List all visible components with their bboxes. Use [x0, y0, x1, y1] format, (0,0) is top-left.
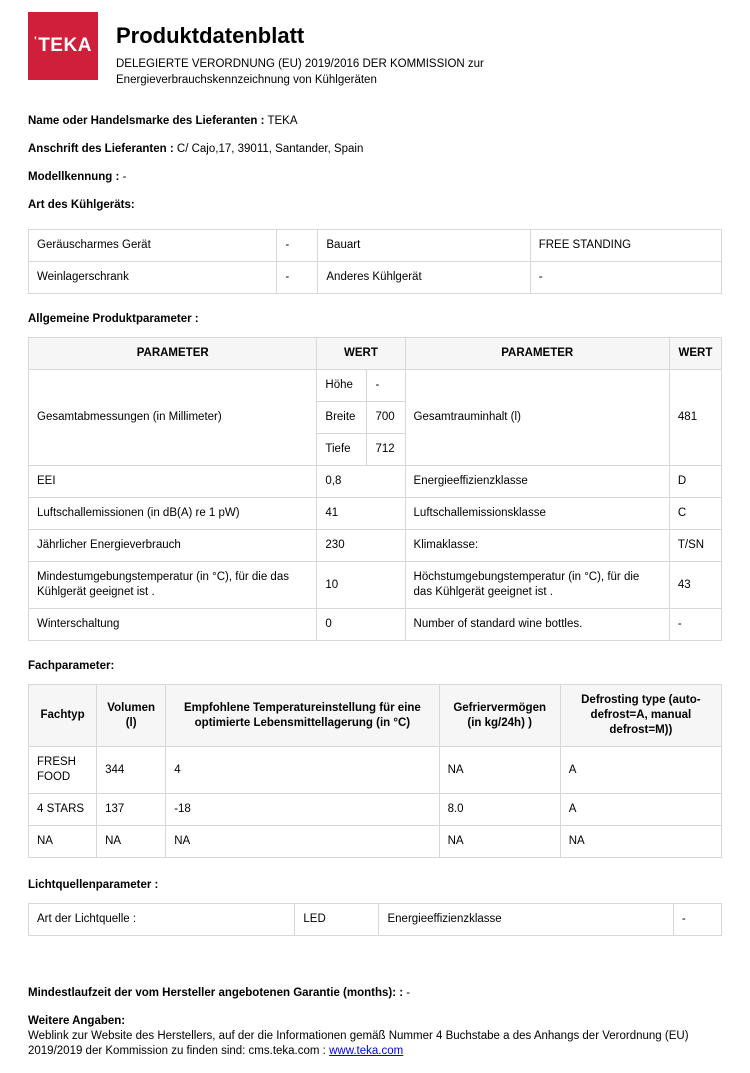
table-cell: 0 [317, 609, 405, 641]
table-cell: A [560, 747, 721, 794]
table-cell: EEI [29, 466, 317, 498]
table-cell: LED [295, 904, 379, 936]
table-cell: T/SN [669, 530, 721, 562]
light-params-table [28, 903, 722, 936]
table-cell: 481 [669, 370, 721, 466]
model-id-label: Modellkennung : [28, 171, 120, 184]
light-params-heading: Lichtquellenparameter : [28, 879, 159, 892]
table-cell: -18 [166, 794, 439, 826]
supplier-address-label: Anschrift des Lieferanten : [28, 143, 174, 156]
table-row [29, 262, 722, 294]
table-cell: FRESH FOOD [29, 747, 97, 794]
weblink-text: Weblink zur Website des Herstellers, auf der die Informationen gemäß Nummer 4 Buchstabe a des Anhangs der Verordnung (EU) 2019/2019 der Kommission zu finden sind: cms.teka.com : [28, 1030, 689, 1058]
table-cell: Art der Lichtquelle : [29, 904, 295, 936]
table-cell: Weinlagerschrank [29, 262, 277, 294]
page-subtitle: DELEGIERTE VERORDNUNG (EU) 2019/2016 DER KOMMISSION zur Energieverbrauchskennzeichnung von Kühlgeräten [116, 58, 484, 87]
table-cell: NA [439, 747, 560, 794]
column-header: PARAMETER [29, 338, 317, 370]
table-row [29, 904, 722, 936]
table-cell: Gesamtabmessungen (in Millimeter) [29, 370, 317, 466]
table-cell: - [277, 230, 318, 262]
column-header: PARAMETER [405, 338, 669, 370]
table-cell: 137 [97, 794, 166, 826]
supplier-name-value: TEKA [267, 115, 298, 128]
table-row [29, 370, 722, 402]
supplier-name-label: Name oder Handelsmarke des Lieferanten : [28, 115, 265, 128]
table-row [29, 466, 722, 498]
table-cell: D [669, 466, 721, 498]
column-header: Fachtyp [29, 685, 97, 747]
warranty-value: - [406, 987, 411, 1000]
table-row [29, 609, 722, 641]
table-cell: - [367, 370, 405, 402]
supplier-name-line [28, 114, 722, 129]
table-cell: Jährlicher Energieverbrauch [29, 530, 317, 562]
header [28, 12, 722, 88]
column-header: Defrosting type (auto-defrost=A, manual defrost=M)) [560, 685, 721, 747]
table-cell: Mindestumgebungstemperatur (in °C), für die das Kühlgerät geeignet ist . [29, 562, 317, 609]
table-cell: Bauart [318, 230, 530, 262]
logo-tick-mark: ' [34, 35, 38, 47]
table-row [29, 498, 722, 530]
table-cell: Anderes Kühlgerät [318, 262, 530, 294]
supplier-address-value: C/ Cajo,17, 39011, Santander, Spain [176, 143, 364, 156]
table-cell: FREE STANDING [530, 230, 721, 262]
supplier-info [28, 114, 722, 213]
table-cell: Luftschallemissionen (in dB(A) re 1 pW) [29, 498, 317, 530]
table-cell: 700 [367, 402, 405, 434]
table-cell: Number of standard wine bottles. [405, 609, 669, 641]
page-title: Produktdatenblatt [116, 23, 305, 48]
teka-logo [28, 12, 98, 80]
table-cell: Luftschallemissionsklasse [405, 498, 669, 530]
table-cell: Breite [317, 402, 367, 434]
table-cell: NA [29, 826, 97, 858]
column-header: WERT [669, 338, 721, 370]
table-cell: Höhe [317, 370, 367, 402]
column-header: WERT [317, 338, 405, 370]
table-row [29, 747, 722, 794]
column-header: Gefriervermögen (in kg/24h) ) [439, 685, 560, 747]
table-cell: Energieeffizienzklasse [379, 904, 673, 936]
weblink-paragraph [28, 1029, 722, 1059]
supplier-address-line [28, 142, 722, 157]
appliance-type-table [28, 229, 722, 294]
table-cell: NA [166, 826, 439, 858]
table-cell: 230 [317, 530, 405, 562]
general-params-heading: Allgemeine Produktparameter : [28, 313, 199, 326]
model-id-value: - [122, 171, 127, 184]
column-header: Volumen (l) [97, 685, 166, 747]
more-info-heading: Weitere Angaben: [28, 1015, 126, 1028]
table-cell: - [673, 904, 721, 936]
table-cell: - [277, 262, 318, 294]
table-cell: 10 [317, 562, 405, 609]
table-row [29, 562, 722, 609]
header-text [116, 12, 596, 88]
logo-text: TEKA [38, 35, 92, 56]
model-id-line [28, 170, 722, 185]
table-cell: Tiefe [317, 434, 367, 466]
table-cell: NA [560, 826, 721, 858]
table-cell: 712 [367, 434, 405, 466]
table-cell: NA [439, 826, 560, 858]
table-cell: Winterschaltung [29, 609, 317, 641]
table-row [29, 230, 722, 262]
column-header: Empfohlene Temperatureinstellung für eine optimierte Lebensmittellagerung (in °C) [166, 685, 439, 747]
table-cell: A [560, 794, 721, 826]
table-cell: Gesamtrauminhalt (l) [405, 370, 669, 466]
table-cell: 344 [97, 747, 166, 794]
table-row [29, 530, 722, 562]
appliance-type-heading: Art des Kühlgeräts: [28, 199, 135, 212]
table-cell: C [669, 498, 721, 530]
table-cell: 4 STARS [29, 794, 97, 826]
table-row [29, 794, 722, 826]
table-cell: 8.0 [439, 794, 560, 826]
table-cell: Geräuscharmes Gerät [29, 230, 277, 262]
table-cell: 4 [166, 747, 439, 794]
table-cell: Klimaklasse: [405, 530, 669, 562]
table-cell: NA [97, 826, 166, 858]
teka-website-link[interactable]: www.teka.com [329, 1045, 404, 1058]
table-cell: Energieeffizienzklasse [405, 466, 669, 498]
table-cell: 43 [669, 562, 721, 609]
warranty-line [28, 986, 722, 1001]
general-params-table [28, 337, 722, 641]
table-cell: - [530, 262, 721, 294]
compartment-params-table [28, 684, 722, 858]
table-row [29, 826, 722, 858]
table-cell: Höchstumgebungstemperatur (in °C), für die das Kühlgerät geeignet ist . [405, 562, 669, 609]
warranty-label: Mindestlaufzeit der vom Hersteller angebotenen Garantie (months): : [28, 987, 404, 1000]
table-cell: 41 [317, 498, 405, 530]
table-header-row [29, 338, 722, 370]
compartment-params-heading: Fachparameter: [28, 660, 115, 673]
table-cell: - [669, 609, 721, 641]
table-header-row [29, 685, 722, 747]
table-cell: 0,8 [317, 466, 405, 498]
